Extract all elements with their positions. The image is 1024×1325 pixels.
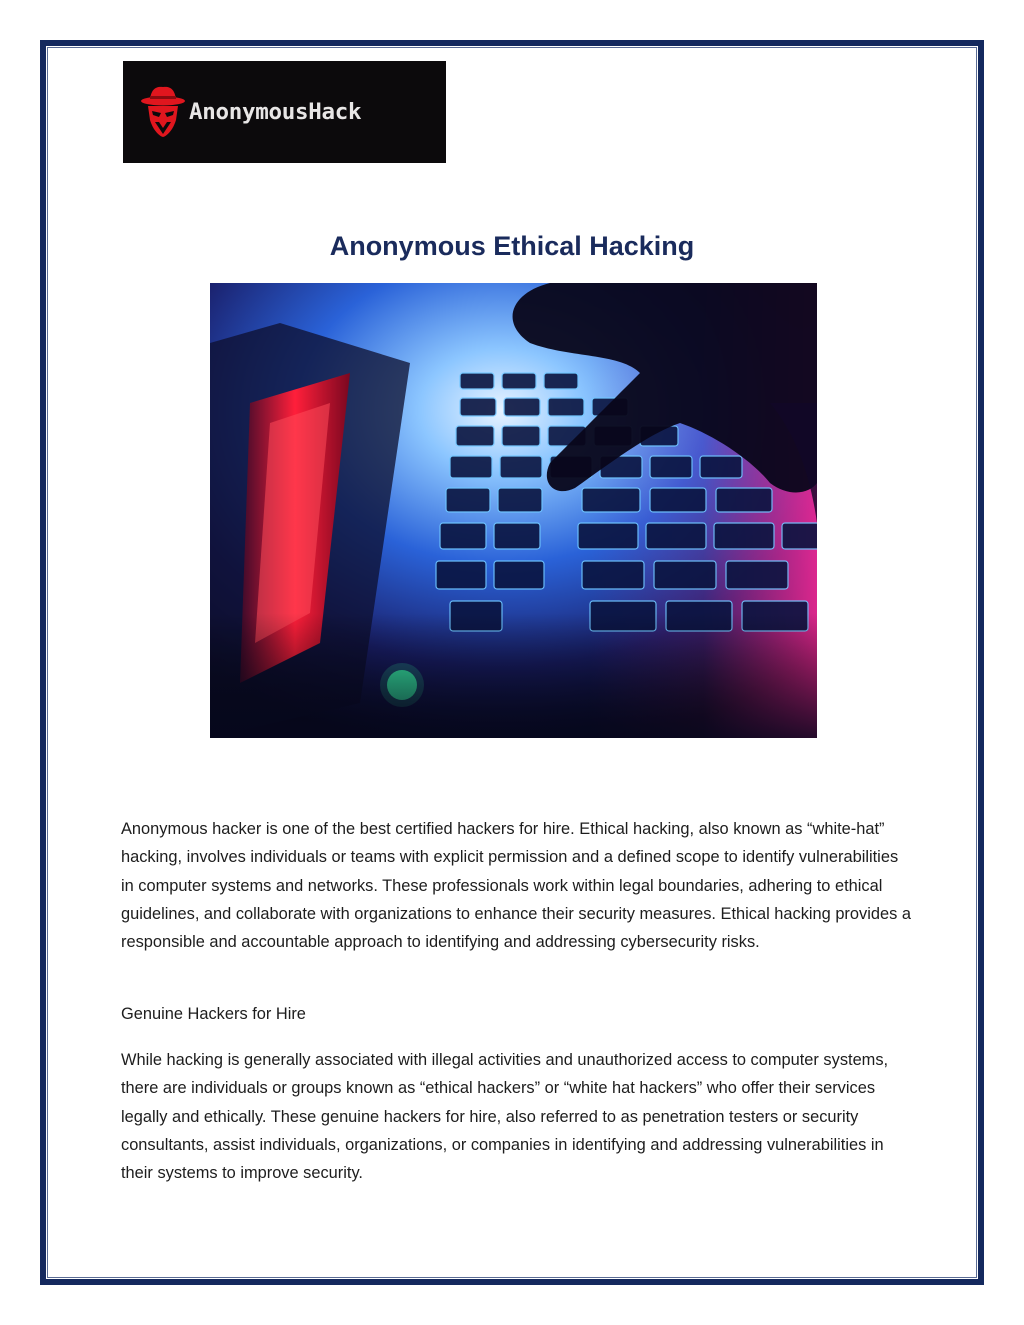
hacker-hat-icon bbox=[139, 84, 187, 140]
photo-illustration bbox=[210, 283, 817, 738]
hacker-keyboard-photo bbox=[210, 283, 817, 738]
logo-wordmark: AnonymousHack bbox=[189, 99, 362, 125]
document-title: Anonymous Ethical Hacking bbox=[329, 231, 695, 261]
body-paragraph-intro: Anonymous hacker is one of the best certified hackers for hire. Ethical hacking, also known as “white-hat” hacking, involves individuals or teams with explicit permission and a defined scope to identify vulnerabilities in computer systems and networks. These professionals work within legal boundaries, adhering to ethical guidelines, and collaborate with organizations to enhance their security measures. Ethical hacking provides a responsible and accountable approach to identifying and addressing cybersecurity risks. bbox=[121, 820, 911, 952]
brand-logo bbox=[123, 61, 446, 163]
body-paragraph-genuine-hackers: While hacking is generally associated with illegal activities and unauthorized access to computer systems, there are individuals or groups known as “ethical hackers” or “white hat hackers” who offer their services legally and ethically. These genuine hackers for hire, also referred to as penetration testers or security consultants, assist individuals, organizations, or companies in identifying and addressing vulnerabilities in their systems to improve security. bbox=[121, 1051, 889, 1183]
section-subheading: Genuine Hackers for Hire bbox=[121, 1005, 306, 1023]
